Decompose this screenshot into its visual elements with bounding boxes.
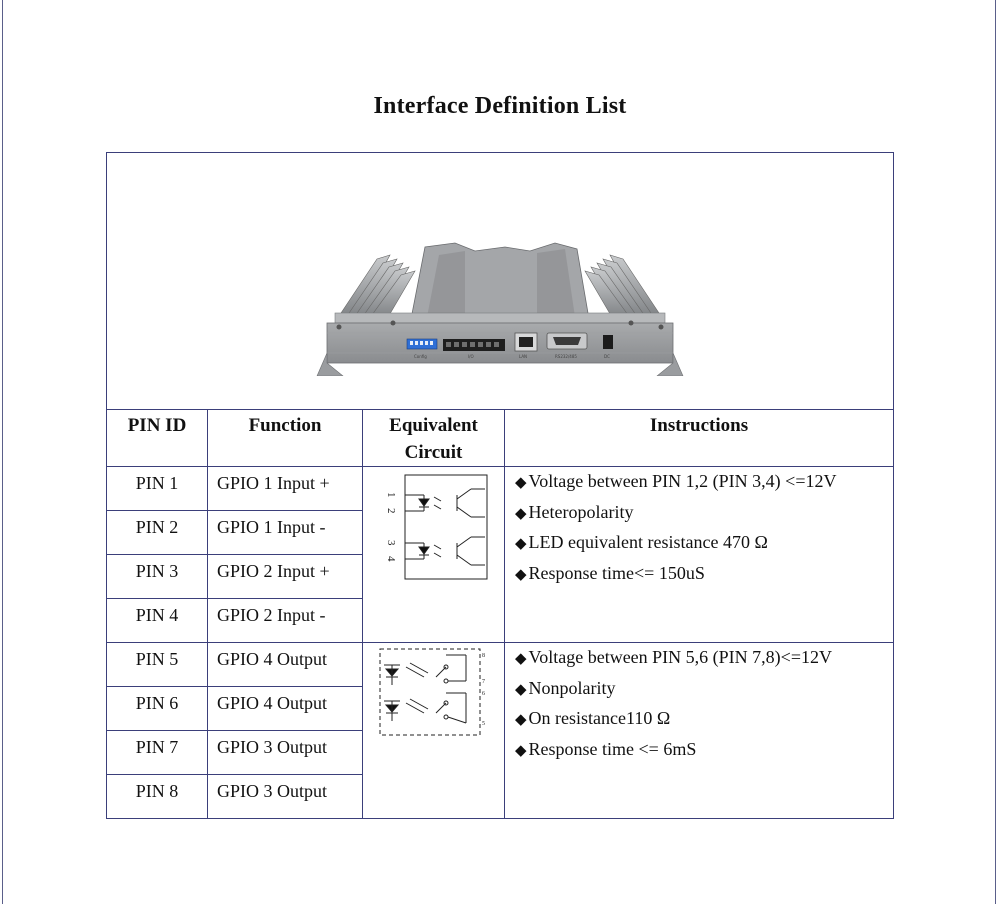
dc-jack [603, 335, 613, 349]
panel-label: LAN [519, 354, 528, 359]
bullet-icon: ◆ [515, 742, 527, 759]
pin-id-cell: PIN 2 [107, 511, 208, 555]
header-circuit-line2: Circuit [404, 442, 463, 463]
bullet-icon: ◆ [515, 566, 527, 583]
instruction-item: ◆ Voltage between PIN 1,2 (PIN 3,4) <=12V [515, 471, 837, 491]
pin-label: 3 [384, 540, 397, 546]
pin-id-cell: PIN 1 [107, 467, 208, 511]
pin-label: 7 [481, 679, 485, 685]
left-heatsink-fins [337, 255, 415, 319]
pin-label: 6 [481, 691, 485, 697]
optocoupler-input-diagram [379, 467, 489, 587]
header-equivalent-circuit [363, 410, 505, 467]
panel-label: I/O [468, 354, 474, 359]
page-title: Interface Definition List [373, 93, 627, 119]
pin-id-cell: PIN 8 [107, 775, 208, 819]
output-circuit-cell [363, 643, 505, 819]
header-instructions: Instructions [505, 410, 894, 467]
pin-id-cell: PIN 4 [107, 599, 208, 643]
bullet-icon: ◆ [515, 651, 527, 667]
header-row [107, 410, 894, 467]
table-row [107, 643, 894, 687]
pin-id-cell: PIN 6 [107, 687, 208, 731]
instruction-item: ◆ LED equivalent resistance 470 Ω [515, 532, 768, 552]
instruction-item: ◆ On resistance110 Ω [515, 708, 671, 728]
panel-label: RS232/485 [555, 354, 577, 359]
bullet-icon: ◆ [515, 536, 527, 552]
pin-label: 8 [481, 653, 485, 659]
pin-label: 5 [481, 721, 485, 727]
pin-label: 2 [384, 508, 397, 514]
bullet-icon: ◆ [515, 505, 527, 522]
function-cell: GPIO 2 Input - [208, 599, 363, 643]
instruction-item: ◆ Nonpolarity [515, 677, 616, 698]
function-cell: GPIO 4 Output [208, 643, 363, 687]
function-cell: GPIO 1 Input + [208, 467, 363, 511]
pin-id-cell: PIN 5 [107, 643, 208, 687]
bullet-icon: ◆ [515, 681, 527, 698]
instruction-item: ◆ Heteropolarity [515, 501, 634, 522]
device-photo [315, 241, 685, 376]
panel-label: DC [604, 354, 610, 359]
instruction-item: ◆ Response time<= 150uS [515, 562, 705, 583]
pin-label: 4 [384, 556, 397, 562]
bullet-icon: ◆ [515, 712, 527, 728]
function-cell: GPIO 3 Output [208, 731, 363, 775]
right-heatsink-fins [585, 255, 663, 319]
input-circuit-cell [363, 467, 505, 643]
bullet-icon: ◆ [515, 475, 527, 491]
header-function: Function [208, 410, 363, 467]
device-photo-cell [107, 153, 894, 410]
header-circuit-line1: Equivalent [389, 415, 478, 436]
header-pin-id: PIN ID [107, 410, 208, 467]
input-instructions-cell [505, 467, 894, 643]
output-instructions-cell [505, 643, 894, 819]
pin-id-cell: PIN 7 [107, 731, 208, 775]
function-cell: GPIO 4 Output [208, 687, 363, 731]
pin-id-cell: PIN 3 [107, 555, 208, 599]
function-cell: GPIO 3 Output [208, 775, 363, 819]
table-row [107, 467, 894, 511]
interface-table [106, 152, 894, 819]
function-cell: GPIO 1 Input - [208, 511, 363, 555]
function-cell: GPIO 2 Input + [208, 555, 363, 599]
panel-label: Config [414, 354, 427, 359]
pin-label: 1 [384, 492, 397, 498]
instruction-item: ◆ Voltage between PIN 5,6 (PIN 7,8)<=12V [515, 647, 832, 667]
relay-output-diagram [374, 643, 494, 743]
instruction-item: ◆ Response time <= 6mS [515, 738, 697, 759]
